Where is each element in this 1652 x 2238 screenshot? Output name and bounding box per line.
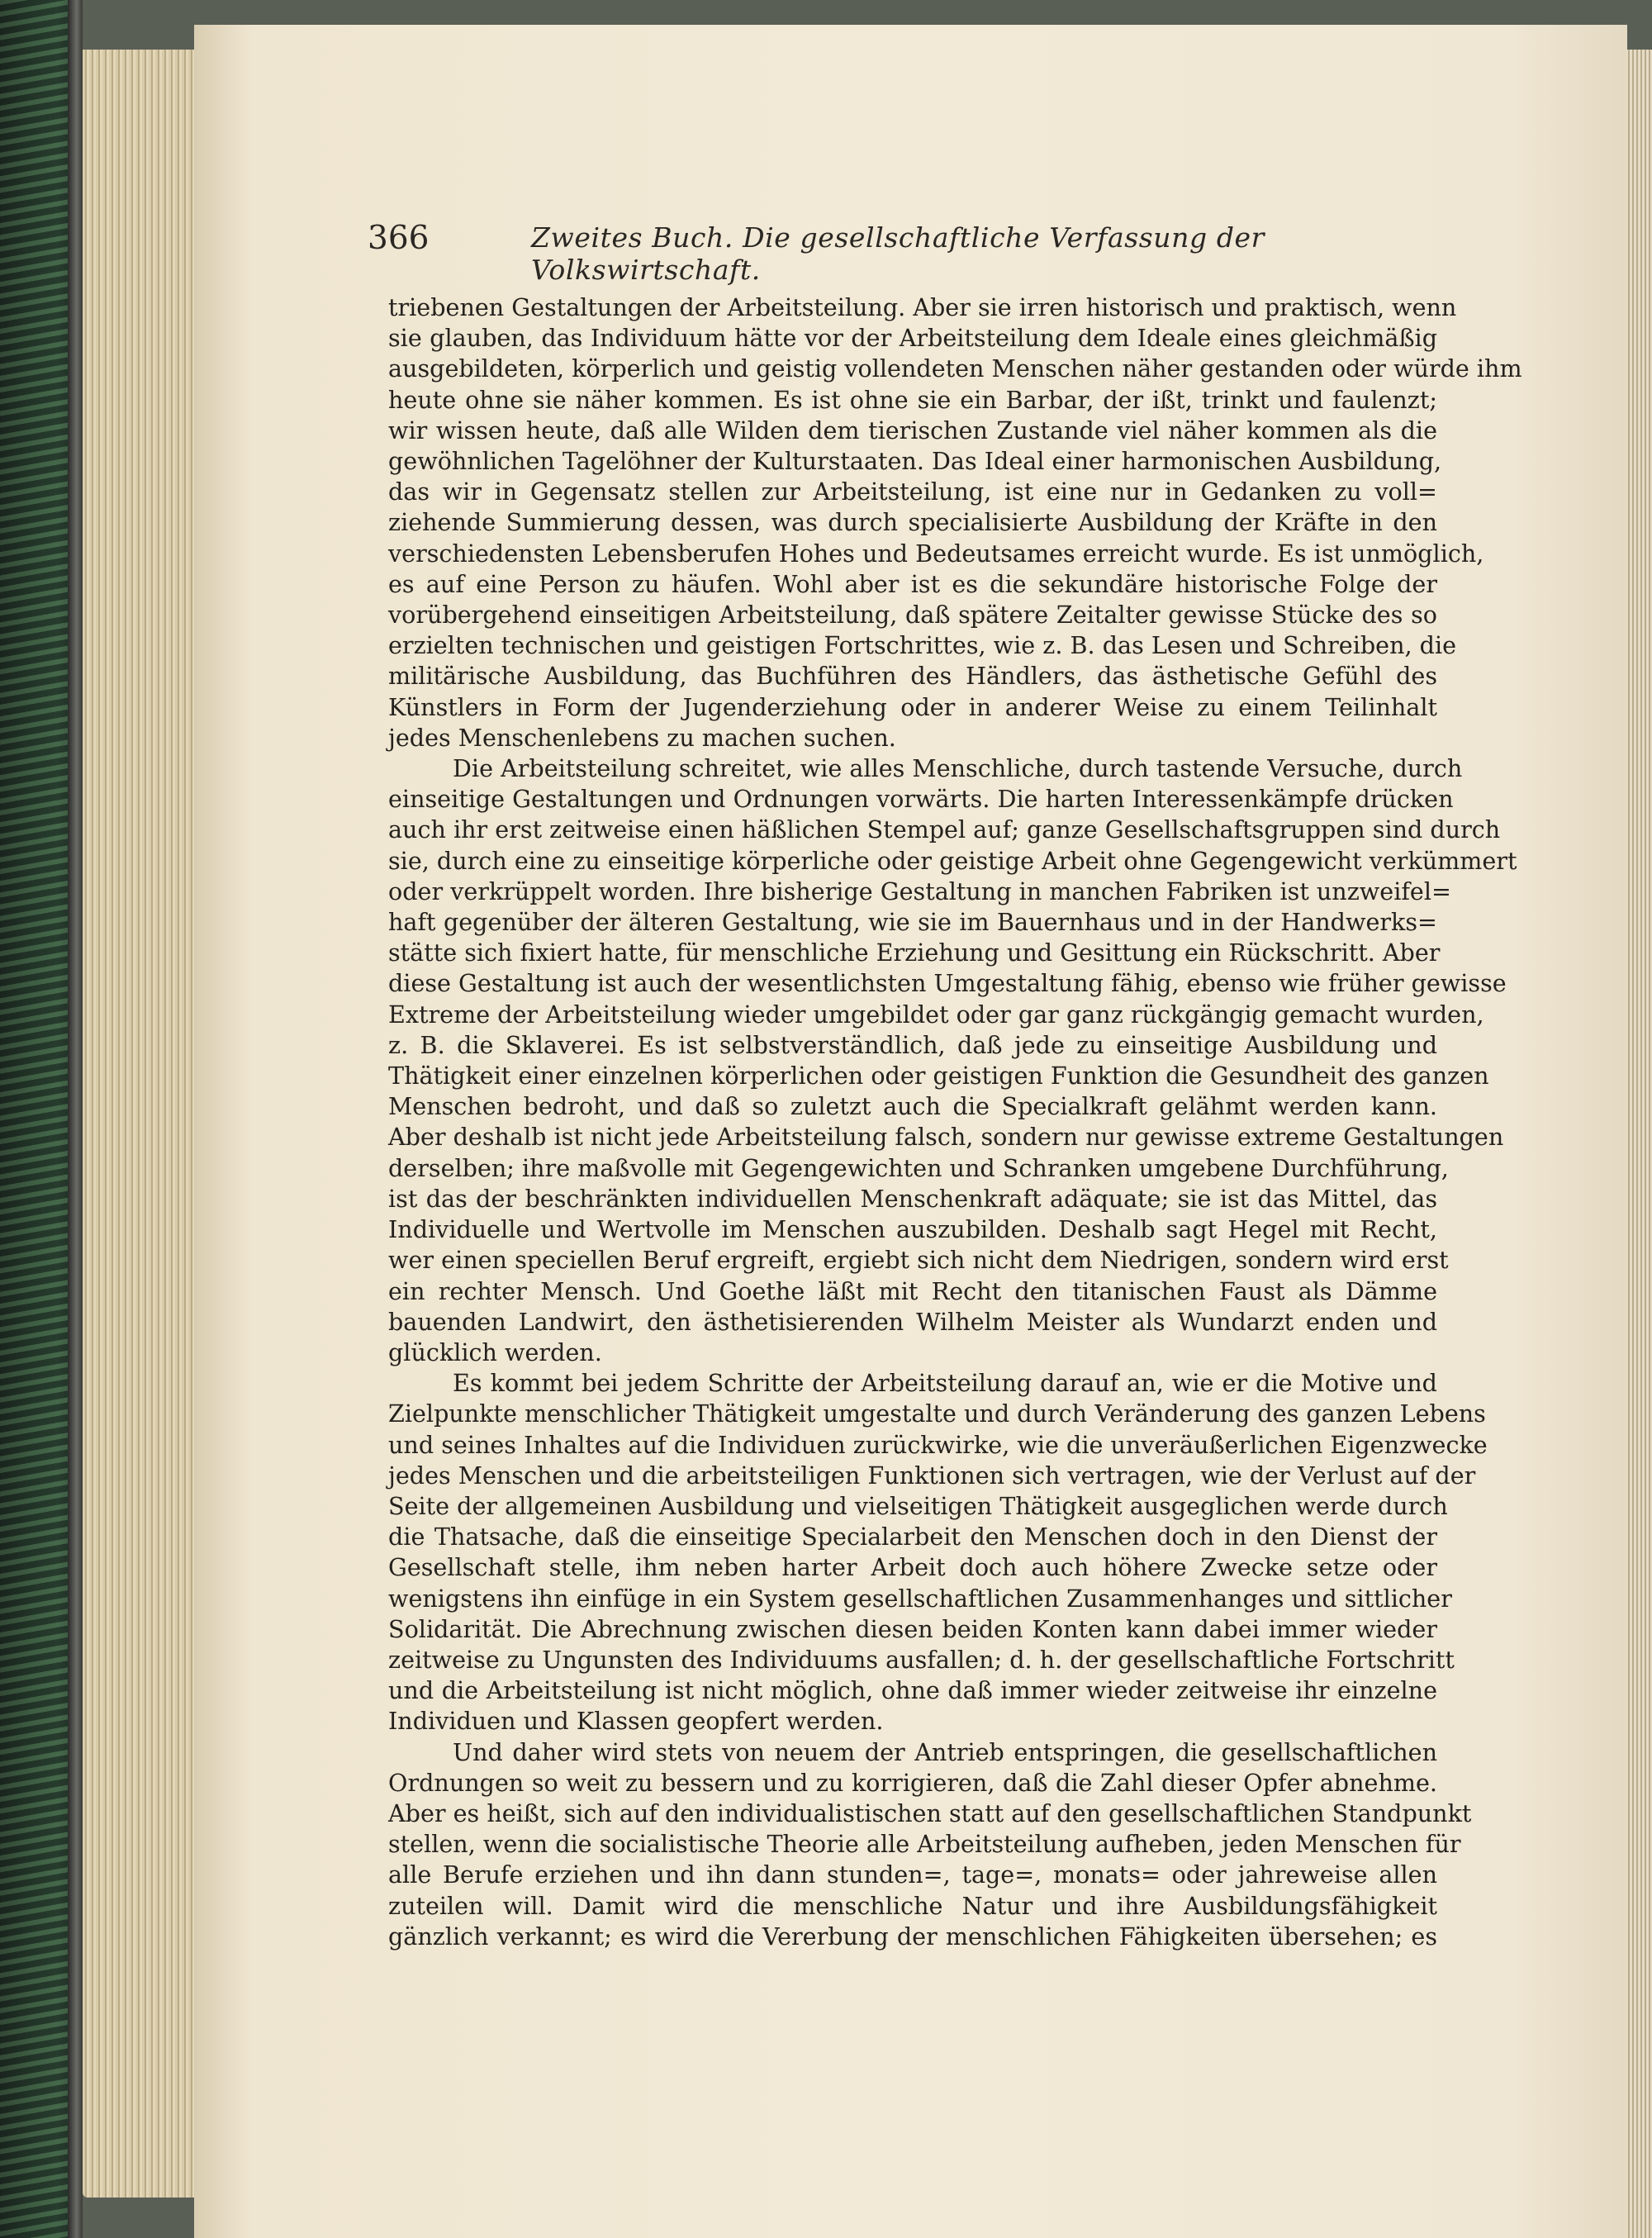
- text-line: Menschen bedroht, und daß so zuletzt auch die Specialkraft gelähmt werden kann.: [388, 1092, 1437, 1121]
- text-line: die Thatsache, daß die einseitige Specialarbeit den Menschen doch in den Dienst der: [388, 1523, 1437, 1551]
- text-line: auch ihr erst zeitweise einen häßlichen Stempel auf; ganze Gesellschaftsgruppen sind durch: [388, 815, 1501, 844]
- text-line: heute ohne sie näher kommen. Es ist ohne sie ein Barbar, der ißt, trinkt und faulenzt;: [388, 385, 1437, 414]
- facing-page-edge: [1626, 50, 1652, 2238]
- text-line: Aber es heißt, sich auf den individualistischen statt auf den gesellschaftlichen Standpunkt: [388, 1798, 1472, 1827]
- text-line: haft gegenüber der älteren Gestaltung, wie sie im Bauernhaus und in der Handwerks=: [388, 908, 1437, 937]
- text-line: stellen, wenn die socialistische Theorie alle Arbeitsteilung aufheben, jeden Menschen für: [388, 1830, 1461, 1859]
- text-line: Solidarität. Die Abrechnung zwischen diesen beiden Konten kann dabei immer wieder: [388, 1614, 1437, 1643]
- book-spine-edge: [68, 0, 83, 2238]
- text-line: Die Arbeitsteilung schreitet, wie alles Menschliche, durch tastende Versuche, durch: [453, 754, 1463, 783]
- text-line: Aber deshalb ist nicht jede Arbeitsteilung falsch, sondern nur gewisse extreme Gestaltungen: [388, 1123, 1504, 1152]
- text-line: Und daher wird stets von neuem der Antrieb entspringen, die gesellschaftlichen: [453, 1737, 1437, 1766]
- text-line: wer einen speciellen Beruf ergreift, ergiebt sich nicht dem Niedrigen, sondern wird erst: [388, 1246, 1449, 1275]
- text-line: zeitweise zu Ungunsten des Individuums ausfallen; d. h. der gesellschaftliche Fortschritt: [388, 1645, 1455, 1674]
- paragraph: [388, 292, 1522, 753]
- text-line: zuteilen will. Damit wird die menschliche Natur und ihre Ausbildungsfähigkeit: [388, 1891, 1437, 1920]
- text-line: triebenen Gestaltungen der Arbeitsteilung. Aber sie irren historisch und praktisch, wenn: [388, 293, 1457, 321]
- text-line: Zielpunkte menschlicher Thätigkeit umgestalte und durch Veränderung des ganzen Lebens: [388, 1399, 1486, 1428]
- text-line: oder verkrüppelt worden. Ihre bisherige Gestaltung in manchen Fabriken ist unzweifel=: [388, 877, 1451, 905]
- paragraph: [388, 1368, 1488, 1737]
- text-line: bauenden Landwirt, den ästhetisierenden Wilhelm Meister als Wundarzt enden und: [388, 1307, 1437, 1336]
- text-line: Ordnungen so weit zu bessern und zu korrigieren, daß die Zahl dieser Opfer abnehme.: [388, 1768, 1437, 1797]
- text-line: und seines Inhaltes auf die Individuen zurückwirke, wie die unveräußerlichen Eigenzwecke: [388, 1430, 1488, 1459]
- text-line: verschiedensten Lebensberufen Hohes und Bedeutsames erreicht wurde. Es ist unmöglich,: [388, 539, 1484, 568]
- text-line: jedes Menschen und die arbeitsteiligen Funktionen sich vertragen, wie der Verlust auf der: [388, 1461, 1476, 1490]
- text-line: militärische Ausbildung, das Buchführen des Händlers, das ästhetische Gefühl des: [388, 662, 1437, 691]
- text-line: Künstlers in Form der Jugenderziehung oder in anderer Weise zu einem Teilinhalt: [388, 692, 1437, 721]
- text-line: ein rechter Mensch. Und Goethe läßt mit Recht den titanischen Faust als Dämme: [388, 1276, 1437, 1305]
- paragraph: [388, 753, 1517, 1368]
- text-line: z. B. die Sklaverei. Es ist selbstverständlich, daß jede zu einseitige Ausbildung und: [388, 1030, 1437, 1059]
- text-line: sie, durch eine zu einseitige körperliche oder geistige Arbeit ohne Gegengewicht verkümmert: [388, 846, 1517, 875]
- text-line: derselben; ihre maßvolle mit Gegengewichten und Schranken umgebene Durchführung,: [388, 1153, 1449, 1182]
- text-line: alle Berufe erziehen und ihn dann stunden=, tage=, monats= oder jahreweise allen: [388, 1860, 1437, 1889]
- text-line: wenigstens ihn einfüge in ein System gesellschaftlichen Zusammenhanges und sittlicher: [388, 1584, 1452, 1613]
- text-line: Gesellschaft stelle, ihm neben harter Arbeit doch auch höhere Zwecke setze oder: [388, 1553, 1437, 1582]
- text-line: erzielten technischen und geistigen Fortschrittes, wie z. B. das Lesen und Schreiben, die: [388, 631, 1457, 660]
- text-line: und die Arbeitsteilung ist nicht möglich, ohne daß immer wieder zeitweise ihr einzelne: [388, 1676, 1437, 1705]
- text-line: diese Gestaltung ist auch der wesentlichsten Umgestaltung fähig, ebenso wie früher gewisse: [388, 969, 1507, 998]
- text-line: es auf eine Person zu häufen. Wohl aber ist es die sekundäre historische Folge der: [388, 569, 1437, 598]
- text-line: gewöhnlichen Tagelöhner der Kulturstaaten. Das Ideal einer harmonischen Ausbildung,: [388, 447, 1442, 476]
- text-line: gänzlich verkannt; es wird die Vererbung der menschlichen Fähigkeiten übersehen; es: [388, 1922, 1437, 1951]
- text-line: ist das der beschränkten individuellen Menschenkraft adäquate; sie ist das Mittel, das: [388, 1184, 1437, 1213]
- text-line: einseitige Gestaltungen und Ordnungen vorwärts. Die harten Interessenkämpfe drücken: [388, 785, 1454, 814]
- paragraph: [388, 1737, 1472, 1952]
- page-edges: [83, 50, 198, 2198]
- text-line: Individuelle und Wertvolle im Menschen auszubilden. Deshalb sagt Hegel mit Recht,: [388, 1215, 1437, 1244]
- text-line: Individuen und Klassen geopfert werden.: [388, 1707, 884, 1736]
- text-line: Es kommt bei jedem Schritte der Arbeitsteilung darauf an, wie er die Motive und: [453, 1369, 1437, 1398]
- text-line: ausgebildeten, körperlich und geistig vollendeten Menschen näher gestanden oder würde ihm: [388, 354, 1522, 383]
- text-line: ziehende Summierung dessen, was durch specialisierte Ausbildung der Kräfte in den: [388, 508, 1437, 537]
- text-line: glücklich werden.: [388, 1338, 602, 1366]
- text-line: Seite der allgemeinen Ausbildung und vielseitigen Thätigkeit ausgeglichen werde durch: [388, 1491, 1448, 1520]
- running-header: [368, 220, 1474, 286]
- text-line: Extreme der Arbeitsteilung wieder umgebildet oder gar ganz rückgängig gemacht wurden,: [388, 1000, 1484, 1029]
- text-line: das wir in Gegensatz stellen zur Arbeitsteilung, ist eine nur in Gedanken zu voll=: [388, 478, 1437, 506]
- body-text: [388, 292, 1522, 1952]
- text-line: sie glauben, das Individuum hätte vor der Arbeitsteilung dem Ideale eines gleichmäßig: [388, 324, 1437, 353]
- text-line: wir wissen heute, daß alle Wilden dem tierischen Zustande viel näher kommen als die: [388, 416, 1437, 444]
- text-line: stätte sich fixiert hatte, für menschliche Erziehung und Gesittung ein Rückschritt. Aber: [388, 938, 1441, 967]
- page-number: 366: [368, 220, 430, 257]
- text-line: vorübergehend einseitigen Arbeitsteilung, daß spätere Zeitalter gewisse Stücke des so: [388, 601, 1437, 630]
- running-title: Zweites Buch. Die gesellschaftliche Verfassung der Volkswirtschaft.: [531, 221, 1265, 286]
- text-line: Thätigkeit einer einzelnen körperlichen oder geistigen Funktion die Gesundheit des ganzen: [388, 1062, 1489, 1090]
- text-line: jedes Menschenlebens zu machen suchen.: [388, 723, 896, 752]
